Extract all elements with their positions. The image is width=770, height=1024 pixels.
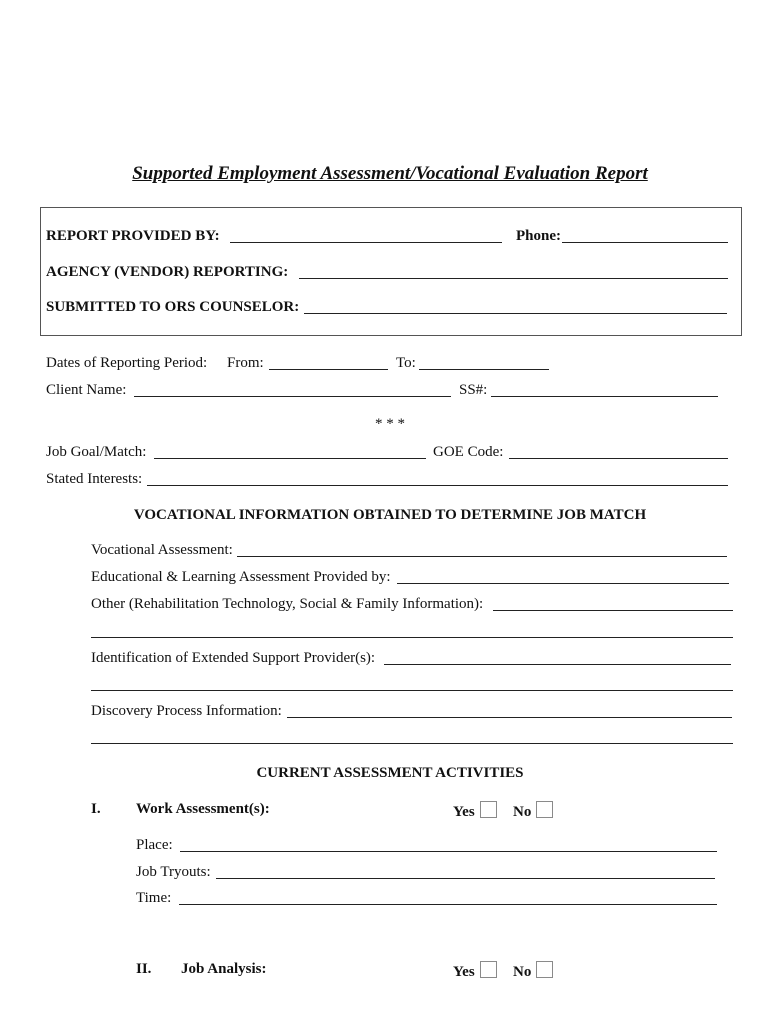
extended-support-label: Identification of Extended Support Provider(s):: [91, 650, 376, 666]
submitted-to-label: SUBMITTED TO ORS COUNSELOR:: [46, 299, 300, 315]
job-tryouts-field[interactable]: [216, 878, 715, 879]
job-analysis-yes: [453, 961, 497, 981]
no-label: No: [513, 964, 532, 980]
job-goal-label: Job Goal/Match:: [46, 444, 147, 460]
discovery-process-field-line-2[interactable]: [91, 743, 733, 744]
stated-interests-label: Stated Interests:: [46, 471, 143, 487]
ss-label: SS#:: [459, 382, 488, 398]
job-analysis-no-checkbox[interactable]: [536, 961, 553, 978]
submitted-to-field[interactable]: [304, 313, 727, 314]
job-analysis-yes-checkbox[interactable]: [480, 961, 497, 978]
report-provided-by-field[interactable]: [230, 242, 502, 243]
place-field[interactable]: [180, 851, 717, 852]
educational-assessment-field[interactable]: [397, 583, 729, 584]
extended-support-field[interactable]: [384, 664, 731, 665]
yes-label: Yes: [453, 804, 475, 820]
work-assessment-yes: [453, 801, 497, 821]
time-field[interactable]: [179, 904, 717, 905]
discovery-process-label: Discovery Process Information:: [91, 703, 282, 719]
stated-interests-field[interactable]: [147, 485, 728, 486]
time-label: Time:: [136, 890, 172, 906]
yes-label: Yes: [453, 964, 475, 980]
no-label: No: [513, 804, 532, 820]
current-assessment-heading: CURRENT ASSESSMENT ACTIVITIES: [256, 765, 524, 781]
ss-field[interactable]: [491, 396, 718, 397]
phone-field[interactable]: [562, 242, 728, 243]
extended-support-field-line-2[interactable]: [91, 690, 733, 691]
goe-code-label: GOE Code:: [433, 444, 504, 460]
other-information-field[interactable]: [493, 610, 733, 611]
other-information-label: Other (Rehabilitation Technology, Social & Family Information):: [91, 596, 484, 612]
section-1-numeral: I.: [91, 801, 101, 817]
work-assessment-label: Work Assessment(s):: [136, 801, 270, 817]
job-tryouts-label: Job Tryouts:: [136, 864, 211, 880]
place-label: Place:: [136, 837, 173, 853]
client-name-field[interactable]: [134, 396, 451, 397]
agency-label: AGENCY (VENDOR) REPORTING:: [46, 264, 289, 280]
work-assessment-no-checkbox[interactable]: [536, 801, 553, 818]
from-label: From:: [227, 355, 264, 371]
to-field[interactable]: [419, 369, 549, 370]
phone-label: Phone:: [516, 228, 561, 244]
other-information-field-line-2[interactable]: [91, 637, 733, 638]
separator-asterisks: * * *: [375, 416, 405, 432]
work-assessment-no: [513, 801, 553, 821]
to-label: To:: [396, 355, 416, 371]
discovery-process-field[interactable]: [287, 717, 732, 718]
vocational-heading: VOCATIONAL INFORMATION OBTAINED TO DETERMINE JOB MATCH: [133, 507, 647, 523]
goe-code-field[interactable]: [509, 458, 728, 459]
client-name-label: Client Name:: [46, 382, 127, 398]
work-assessment-yes-checkbox[interactable]: [480, 801, 497, 818]
job-analysis-no: [513, 961, 553, 981]
job-goal-field[interactable]: [154, 458, 426, 459]
section-2-numeral: II.: [136, 961, 152, 977]
vocational-assessment-field[interactable]: [237, 556, 727, 557]
from-field[interactable]: [269, 369, 388, 370]
report-provided-by-label: REPORT PROVIDED BY:: [46, 228, 220, 244]
dates-label: Dates of Reporting Period:: [46, 355, 208, 371]
job-analysis-label: Job Analysis:: [181, 961, 267, 977]
vocational-assessment-label: Vocational Assessment:: [91, 542, 233, 558]
page-title: Supported Employment Assessment/Vocational Evaluation Report: [132, 163, 648, 184]
educational-assessment-label: Educational & Learning Assessment Provided by:: [91, 569, 391, 585]
agency-field[interactable]: [299, 278, 728, 279]
